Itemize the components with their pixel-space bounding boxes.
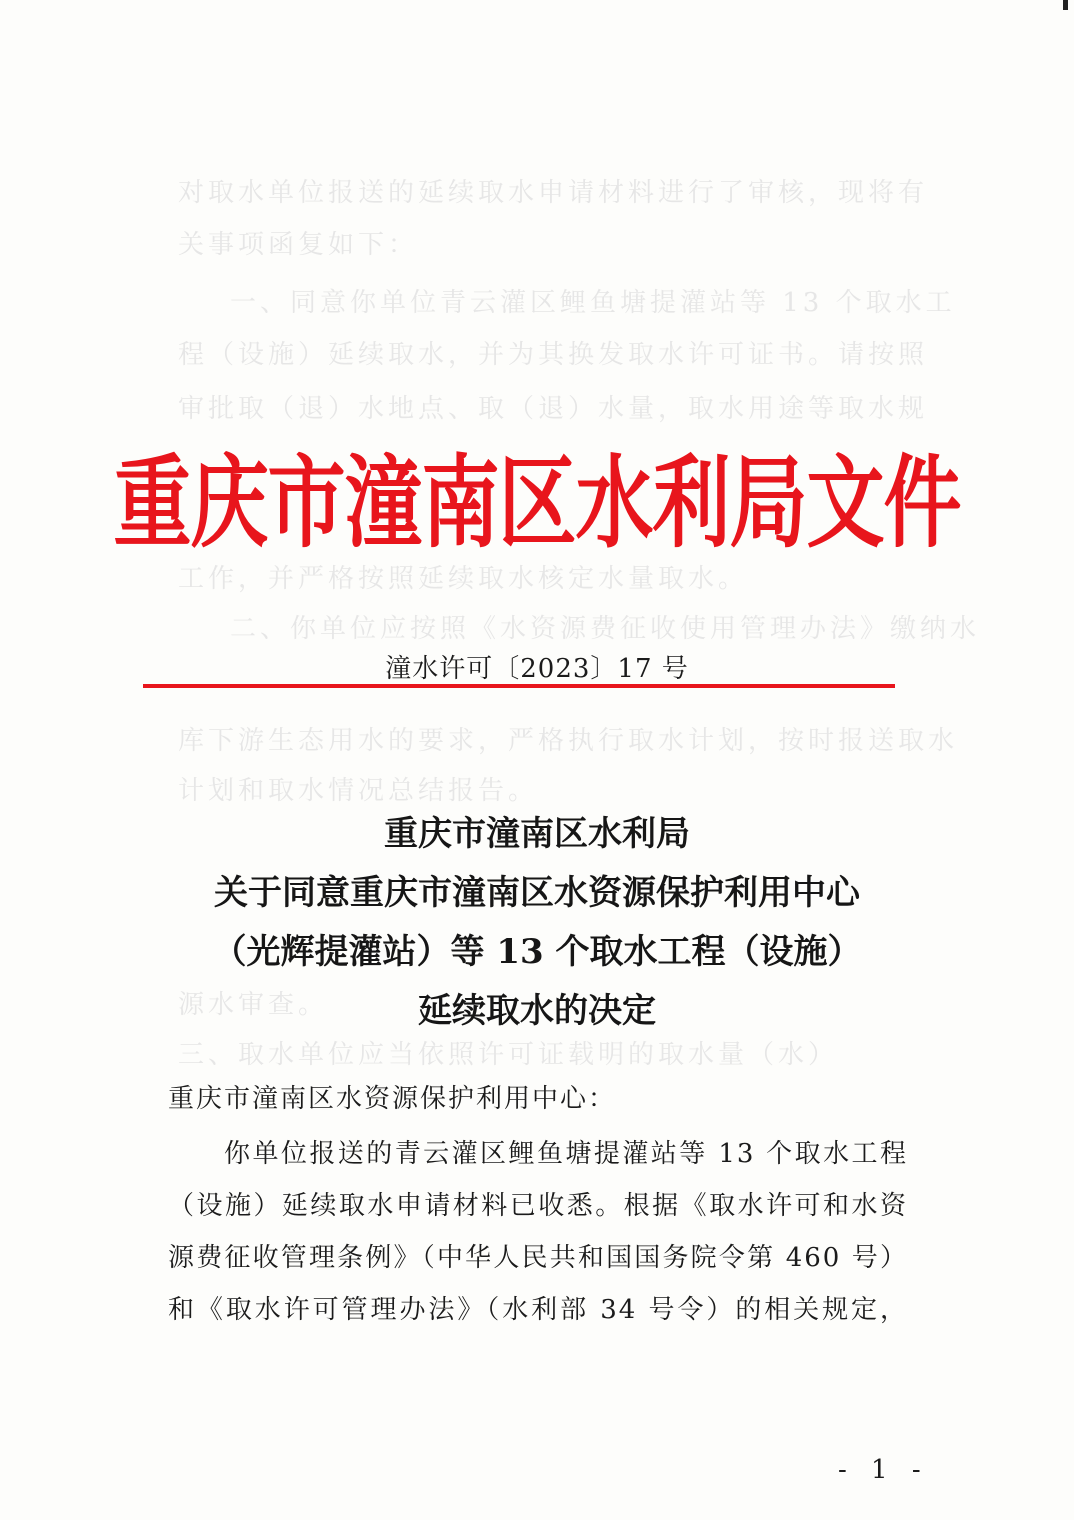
body-paragraph [168,1128,908,1336]
bleed-through-line: 程（设施）延续取水，并为其换发取水许可证书。请按照 [178,340,929,370]
bleed-through-line: 源水审查。 [178,990,329,1020]
document-title [100,805,974,1041]
bleed-through-line: 库下游生态用水的要求，严格执行取水计划，按时报送取水 [178,726,959,756]
bleed-through-line: 一、同意你单位青云灌区鲤鱼塘提灌站等 13 个取水工 [230,288,956,318]
bleed-through-line: 工作，并严格按照延续取水核定水量取水。 [178,564,749,594]
title-line-subject-cont: （光辉提灌站）等 13 个取水工程（设施） [212,932,862,972]
document-number: 潼水许可〔2023〕17 号 [385,654,689,684]
scan-corner-mark [1063,0,1068,10]
bleed-through-line: 二、你单位应按照《水资源费征收使用管理办法》缴纳水 [230,614,981,644]
body-line: 你单位报送的青云灌区鲤鱼塘提灌站等 13 个取水工程 [224,1139,908,1169]
bleed-through-line: 三、取水单位应当依照许可证载明的取水量（水） [178,1040,839,1070]
body-line: 和《取水许可管理办法》（水利部 34 号令）的相关规定， [168,1295,908,1325]
bleed-through-line: 计划和取水情况总结报告。 [178,776,539,806]
body-line: 源费征收管理条例》（中华人民共和国国务院令第 460 号） [168,1243,908,1273]
title-line-decision: 延续取水的决定 [418,991,656,1031]
document-masthead: 重庆市潼南区水利局文件 [113,446,961,562]
bleed-through-line: 审批取（退）水地点、取（退）水量，取水用途等取水规 [178,394,929,424]
bleed-through-line: 关事项函复如下： [178,230,419,260]
red-divider-rule [143,684,895,688]
title-line-issuer: 重庆市潼南区水利局 [384,814,690,854]
salutation: 重庆市潼南区水资源保护利用中心： [168,1084,617,1114]
title-line-subject: 关于同意重庆市潼南区水资源保护利用中心 [214,873,860,913]
body-line: （设施）延续取水申请材料已收悉。根据《取水许可和水资 [168,1191,908,1221]
page-number: - 1 - [838,1455,929,1485]
bleed-through-line: 对取水单位报送的延续取水申请材料进行了审核，现将有 [178,178,929,208]
